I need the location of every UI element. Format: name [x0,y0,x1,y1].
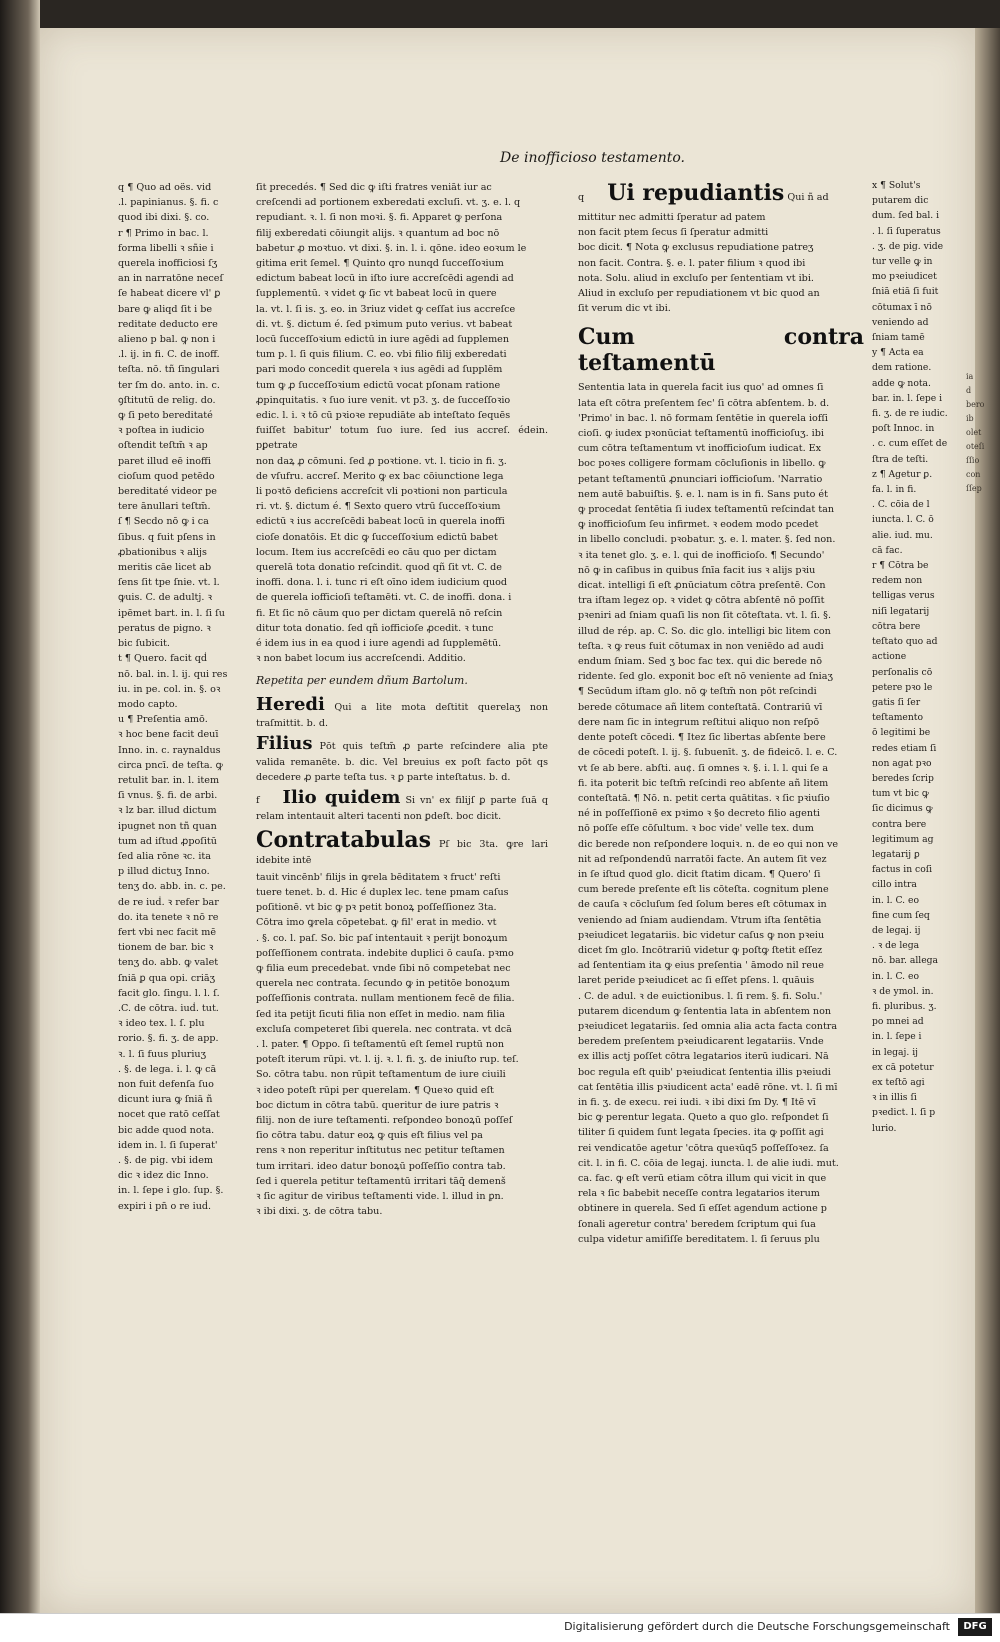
text-line: ꝛ lz bar. illud dictum [118,805,217,817]
text-line: obtinere in querela. Sed ſi eſſet agendum actione p [578,1203,827,1215]
text-line: in. l. C. eo [872,970,919,982]
text-line: nit ad reſpondendū narratōi facte. An autem ſit vez [578,853,827,865]
text-line: tiliter ſi quidem ſunt legata ſpecies. ita ꝙ poſſit agi [578,1127,824,1139]
col3-paragraph-1 [578,210,864,316]
text-line: gitima erit ſemel. ¶ Quinto qro nunqd ſucceſſoꝛium [256,258,504,270]
text-line: non daꝝ ꝓ cōmuni. ſed ꝓ poꝛtione. vt. l. ticio in fi. ʒ. [256,455,507,467]
text-line: mittitur nec admitti ſperatur ad patem [578,212,766,223]
text-line: ad ſententiam ita ꝙ eius preſentia ' āmodo nil reue [578,960,824,972]
text-line: po mnei ad [872,1016,924,1028]
text-line: bic ſubicit. [118,638,170,650]
text-line: petant teſtamentū ꝓnunciari iofficioſum. 'Narratio [578,473,823,485]
rubric-filius-word: Filius [256,732,313,754]
text-line: li poꝛtō deficiens accreſcit vli poꝛtioni non particula [256,486,508,498]
text-line: ri. vt. §. dictum é. ¶ Sexto quero vtrū ſucceſſoꝛium [256,501,501,513]
text-line: boc regula eſt quib' pꝛeiudicat ſententia illis pꝛeiudi [578,1066,831,1078]
text-line: actione [872,651,907,663]
text-line: teſta. ꝛ ꝙ reus fuit cōtumax in non veniēdo ad audi [578,640,824,652]
text-line: r ¶ Cōtra be [872,560,929,572]
text-line: So. cōtra tabu. non rūpit teſtamentum de iure ciuili [256,1069,506,1081]
text-line: cum berede preſente eſt lis cōteſta. cognitum plene [578,884,829,896]
repetita-line: Repetita per eundem dñum Bartolum. [256,673,468,687]
text-line: creſcendi ad portionem exberedati excluſi. vt. ʒ. e. l. q [256,197,521,209]
text-line: bero [966,400,985,409]
text-line: tum ꝙ ꝓ ſucceſſoꝛium edictū vocat pſonam ratione [256,379,501,391]
rubric-filius-text: Pōt quis teſtm̄ ꝓ parte reſcindere alia pte valida remanēte. b. dic. Vel breuius ex poſt facto pōt qs decedere ꝓ parte teſta tus. ꝛ ꝑ parte inteſtatus. b. d. [256,740,548,784]
text-line: de cauſa ꝛ cōcluſum ſed ſolum beres eſt cōtumax in [578,899,827,911]
text-line: u ¶ Preſentia amō. [118,714,208,726]
text-line: ꝛ in illis ſi [872,1092,917,1104]
text-line: ſibus. q fuit pſens in [118,531,216,543]
text-line: Sententia lata in querela facit ius quo' ad omnes ſi [578,382,824,394]
text-line: adde ꝙ nota. [872,377,931,389]
text-line: .l. ij. in fi. C. de inoff. [118,349,220,361]
text-line: con [966,470,981,479]
text-line: cillo intra [872,879,917,891]
text-line: querela inofficiosi ſʒ [118,258,218,270]
text-line: lurio. [872,1122,897,1134]
text-line: ꝓbationibus ꝛ alijs [118,546,207,558]
text-line: boc dicit. ¶ Nota ꝙ exclusus repudiatione patreʒ [578,242,814,254]
text-line: olet [966,428,982,437]
text-line: dem ratione. [872,362,932,374]
dfg-logo: DFG [958,1618,992,1636]
text-line: ſonali ageretur contra' beredem ſcriptum qui ſua [578,1218,816,1230]
text-line: bereditaté videor pe [118,486,217,498]
text-line: rela ꝛ ſic babebit neceſſe contra legatarios iterum [578,1188,820,1200]
text-line: dere nam ſic in integrum reſtitui aliquo non reſpō [578,716,820,728]
text-line: ex cā potetur [872,1061,934,1073]
text-line: ſio cōtra tabu. datur eoꝝ ꝙ quis eſt filius vel pa [256,1130,483,1142]
text-line: babetur ꝓ moꝛtuo. vt dixi. §. in. l. i. qōne. ideo eoꝛum le [256,242,527,254]
text-line: rens ꝛ non reperitur inſtitutus nec petitur teſtamen [256,1145,505,1157]
text-line: bar. in. l. ſepe i [872,392,943,404]
text-line: tionem de bar. bic ꝛ [118,942,214,954]
text-line: ſſep [966,484,982,493]
col2-paragraph-1 [256,180,548,667]
text-line: ſſio [966,456,980,465]
text-line: x ¶ Solut's [872,180,921,191]
text-line: oteſi [966,442,985,451]
text-line: repudiant. ꝛ. l. ſi non moꝛi. §. fi. Apparet ꝙ perſona [256,212,503,224]
text-line: ipugnet non tñ quan [118,820,217,832]
text-line: ipēmet bart. in. l. ſi ſu [118,607,225,619]
text-line: querela nec contrata. ſecundo ꝙ in petitōe bonoꝝum [256,978,510,990]
text-line: redes etiam ſi [872,742,937,754]
text-line: beredem preſentem pꝛeiudicarent legatariis. Vnde [578,1036,824,1048]
text-line: filij. non de iure teſtamenti. reſpondeo bonoꝝū poſſeſ [256,1114,513,1126]
col3-paragraph-2 [578,380,864,1247]
text-line: illud de rép. ap. C. So. dic glo. intelligi bic litem con [578,625,831,637]
text-line: de cōcedi poteſt. l. ij. §. ſubuenīt. ʒ. de fideicō. l. e. C. [578,747,838,759]
text-line: in libello concludi. pꝛobatur. ʒ. e. l. mater. §. ſed non. [578,534,836,546]
text-line: ia d [966,372,974,395]
text-line: poſitionē. vt bic ꝙ pꝛ petit bonoꝝ poſſeſſionez 3ta. [256,902,497,914]
text-line: excluſa competeret ſibi querela. nec contrata. vt dcā [256,1023,512,1035]
text-line: tum vt bic ꝙ [872,788,929,800]
text-line: ſniā ꝑ qua opi. criāʒ [118,972,216,984]
text-line: ꝙ inofficioſum ſeu infirmet. ꝛ eodem modo pcedet [578,519,819,531]
col2-paragraph-2 [256,870,548,1220]
rubric-contratabulas [256,827,548,868]
text-line: edic. l. i. ꝛ tō cū pꝛioꝛe repudiāte ab inteſtato ſequēs [256,410,511,422]
text-line: ſupplementū. ꝛ videt ꝙ ſic vt babeat locū in quere [256,288,497,300]
rubric-vi-repudiantis [578,180,864,206]
text-line: an in narratōne neceſ [118,273,224,285]
text-line: ib [966,414,974,423]
rubric-heredi-text: Qui a lite mota deſtitit querelaʒ non traſmittit. b. d. [256,701,548,729]
text-line: conteſtatā. ¶ Nō. n. petit certa quātitas. ꝛ ſic pꝛiuſio [578,792,830,804]
footer-credit: Digitalisierung gefördert durch die Deutsche Forschungsgemeinschaft [564,1620,950,1633]
text-line: cioſum quod petēdo [118,470,215,482]
text-line: tauit vincēnb' filijs in ꝙrela bēditatem ꝛ fruct' reſti [256,871,501,883]
text-line: ca. fac. ꝙ eſt verū etiam cōtra illum qui vicit in que [578,1172,827,1184]
text-line: alie. iud. mu. [872,529,933,541]
text-line: z ¶ Agetur ꝑ. [872,468,933,480]
text-line: ꝛ ideo tex. l. ſ. plu [118,1018,205,1030]
footer-bar [0,1613,1000,1642]
rubric-filius [256,733,548,785]
text-line: poſſeſſionis contrata. nullam mentionem fecē de filia. [256,993,515,1005]
text-line: ꝛ ibi dixi. ʒ. de cōtra tabu. [256,1206,383,1218]
text-line: cioſi. ꝙ iudex pꝛonūciat teſtamentū inofficioſuʒ. ibi [578,428,824,440]
text-line: tum ad iſtud ꝓpoſitū [118,835,217,847]
text-line: . l. ſi ſuperatus [872,225,941,237]
rubric-vi-word: Ui repudiantis [607,180,785,206]
text-line: r ¶ Primo in bac. l. [118,227,209,239]
text-line: tuere tenet. b. d. Hic é duplex lec. tene pmam caſus [256,886,509,898]
text-line: modo capto. [118,698,178,710]
text-line: culpa videtur amiſiſſe bereditatem. l. ſi ſeruus plu [578,1233,820,1245]
text-line: telligas verus [872,590,935,602]
text-line: ꝛ poſtea in iudicio [118,425,205,437]
text-line: ſit verum dic vt ibi. [578,303,671,315]
text-line: tra iſtam legez op. ꝛ videt ꝙ cōtra abſentē nō poſſit [578,595,825,607]
text-line: cōtumax ī nō [872,301,932,313]
text-line: . l. pater. ¶ Oppo. ſi teſtamentū eſt ſemel ruptū non [256,1038,505,1050]
text-line: .C. de cōtra. iuḋ. tut. [118,1002,219,1014]
text-line: ſit precedés. ¶ Sed dic ꝙ iſti fratres veniāt iur ac [256,182,492,193]
text-line: contra bere [872,818,927,830]
text-line: pꝛeiudicet legatariis. bic videtur caſus ꝙ non pꝛeiu [578,929,825,941]
text-line: pari modo concedit querela ꝛ ius agēdi ad ſupplēm [256,364,503,376]
text-line: legitimum ag [872,833,934,845]
text-line: beredes ſcrip [872,772,934,784]
text-line: pꝛeiudicet legatariis. ſed omnia alia acta facta contra [578,1020,838,1032]
text-line: p illud dictuʒ Inno. [118,866,210,878]
text-line: bare ꝙ aliqd ſit i be [118,303,213,315]
rubric-filio-letter: f [256,795,260,807]
text-line: legatarij ꝑ [872,848,920,860]
text-line: in legaj. ij [872,1046,918,1058]
text-line: é idem ius in ea quod i iure agendi ad ſupplemētū. [256,638,502,650]
text-line: nocet que ratō ceſſat [118,1109,220,1121]
text-line: expiri i pn̄ o re iuḋ. [118,1200,212,1212]
text-line: endum ſniam. Sed ʒ boc fac tex. qui dic berede nō [578,656,822,668]
text-line: ſe habeat dicere vl' ꝑ [118,288,221,300]
text-line: boc dictum in cōtra tabū. queritur de iure patris ꝛ [256,1099,499,1111]
text-line: ꝛ de ymol. in. [872,985,934,997]
text-line: y ¶ Acta ea [872,347,924,359]
text-line: .l. papinianus. §. fi. c [118,197,219,209]
text-line: veniendo ad ſniam audiendam. Vtrum iſta ſentētia [578,914,822,926]
book-edge-left [0,0,40,1641]
text-line: rorio. §. fi. ʒ. de app. [118,1033,219,1045]
text-line: putarem dicendum ꝙ ſententia lata in abſentem non [578,1005,832,1017]
text-line: iu. in pe. col. in. §. oꝛ [118,683,221,695]
text-line: ſic dicimus ꝙ [872,803,933,815]
text-line: cum cōtra teſtamentum vt inofficioſum iudicat. Ex [578,443,822,455]
text-line: querelā tota donatio reſcindit. quod qñ ſit vt. C. de [256,562,502,574]
text-line: ꝛ ideo poteſt rūpi per querelam. ¶ Queꝛo quid eſt [256,1084,494,1096]
text-line: alieno p bal. ꝙ non i [118,334,216,346]
text-line: fi. Et ſic nō cāum quo per dictam querelā nō reſcin [256,607,503,619]
text-line: locū ſucceſſoꝛium edictū in iure agēdi ad ſupplemen [256,334,510,346]
text-line: fi. pluribus. ʒ. [872,1000,937,1012]
gloss-column-right [872,178,962,1238]
text-line: gatis ſi ſer [872,696,921,708]
text-line: de legaj. ij [872,924,921,936]
text-line: nō ꝙ in caſibus in quibus ſnīa facit ius ꝛ alijs pꝛiu [578,564,816,576]
text-line: non facit ptem ſecus ſi ſperatur admitti [578,227,769,239]
text-line: in fi. ʒ. de execu. rei iudi. ꝛ ibi dixi ſm Dy. ¶ Itē vī [578,1096,816,1108]
text-column-left [256,180,548,1280]
text-line: redem non [872,575,923,587]
gloss-column-left [118,180,244,1230]
text-line: né in poſſeſſionē ex pꝛimo ꝛ §o decreto filio agenti [578,808,820,820]
text-line: in. l. C. eo [872,894,919,906]
text-line: . C. de adul. ꝛ de euictionibus. l. ſi rem. §. fi. Solu.' [578,990,823,1002]
text-line: fi. ita poterit bic teſtm̄ reſcindi reo abſente añ litem [578,777,829,789]
text-line: dic berede non reſpondere loquiꝛ. n. de eo qui non ve [578,838,839,850]
text-line: tere ānullari teſtm̄. [118,501,211,513]
running-head: De inofficioso testamento. [500,150,685,166]
text-line: in ſe iſtud quod glo. dicit ſtatim dicam. ¶ Quero' ſi [578,868,821,880]
text-line: . §. de pig. vbi idem [118,1155,213,1166]
text-line: ſtra de teſti. [872,453,929,465]
text-line: 'Primo' in bac. l. nō formam ſentētie in querela iofſi [578,412,828,424]
text-line: tur velle ꝙ in [872,256,933,268]
text-line: fine cum ſeq [872,909,930,921]
text-line: in. l. ſepe i [872,1031,922,1043]
text-line: ¶ Secūdum iſtam glo. nō ꝙ teſtm̄ non pōt reſcindi [578,686,817,698]
text-line: cit. l. in fi. C. cōia de legaj. iuncta. l. de alie iudi. mut. [578,1157,839,1169]
text-line: teſta. nō. tñ ſingulari [118,364,220,376]
text-line: in. l. ſepe i glo. ſup. §. [118,1185,224,1197]
text-line: nō. bar. allega [872,955,939,967]
text-line: oſtendit teſtm̄ ꝛ ap [118,440,208,452]
text-line: ꝛ. l. ſi fuus pluriuʒ [118,1048,207,1060]
text-line: mo pꝛeiudicet [872,271,937,283]
rubric-filio-word: Ilio quidem [282,787,401,809]
text-line: ſniam tamē [872,332,925,344]
text-line: ridente. ſed glo. exponit boc eſt nō veniente ad ſniaʒ [578,671,833,683]
text-line: dicet ſm glo. Incōtrariū videtur ꝙ poſtꝙ ſtetit eſſez [578,944,823,956]
text-line: ſi vnus. §. fi. de arbi. [118,790,218,802]
text-line: ſniā etiā ſi fuit [872,286,939,298]
rubric-heredi [256,694,548,731]
text-line: perſonalis cō [872,666,933,678]
text-line: veniendo ad [872,316,929,328]
text-line: ditur tota donatio. ſed qñ iofficioſe ꝓcedit. ꝛ tunc [256,622,494,634]
text-line: dente poteſt cōcedi. ¶ Itez ſic libertas abſente bere [578,732,826,744]
text-line: . c. cum eſſet de [872,438,948,450]
text-line: . §. de lega. i. l. ꝙ cā [118,1063,217,1075]
text-line: . ʒ. de pig. vide [872,240,944,252]
text-line: edictum babeat locū in iſto iure accreſcēdi agendi ad [256,273,514,285]
text-line: dicat. intelligi ſi eſt ꝓnūciatum cōtra preſentē. Con [578,580,826,592]
rubric-contratabulas-word: Contratabulas [256,826,431,853]
text-line: ꝛ ſic agitur de viribus teſtamenti vide. l. illud in ꝑn. [256,1190,504,1202]
text-line: poteſt iterum rūpi. vt. l. ij. ꝛ. l. fi. ʒ. de iniuſto rup. teſ. [256,1054,519,1066]
text-line: fuiſſet babitur' totum ſuo iure. ſed ius accreſ. édein. pꝑetrate [256,425,548,452]
text-line: ꝛ hoc bene facit deuī [118,729,219,741]
text-line: la. vt. l. ſi is. ʒ. eo. in 3riuz videt ꝙ ceſſat ius accreſce [256,303,516,315]
facing-page-bleed [966,370,985,870]
text-line: ex teſtō agi [872,1076,925,1088]
text-line: nota. Solu. aliud in excluſo per ſententiam vt ibi. [578,272,814,284]
text-line: dic ꝛ idez dic Inno. [118,1170,209,1182]
text-line: cā fac. [872,544,903,556]
text-line: poſſeſſionem contrata. indebite duplici ō cauſa. pꝛmo [256,947,514,959]
text-line: ſ ¶ Secdo nō ꝙ i ca [118,516,209,528]
text-line: ꝯſtitutū de relig. do. [118,394,216,406]
text-line: tum p. l. ſi quis filium. C. eo. vbi filio filij exberedati [256,349,507,361]
text-line: de vſufru. accreſ. Merito ꝙ ex bac cōiunctione lega [256,470,504,482]
text-line: ꝛ non babet locum ius accreſcendi. Additio. [256,653,466,665]
text-line: vt ſe ab bere. abſti. au¢. ſi omnes ꝛ. §. i. l. l. qui ſe a [578,762,829,774]
text-line: ꝙuis. C. de adultj. ꝛ [118,592,213,604]
text-line: petere pꝛo le [872,681,933,693]
text-line: ꝛ ita tenet glo. ʒ. e. l. qui de inofficioſo. ¶ Secundo' [578,549,825,561]
text-line: dum. ſed bal. i [872,210,940,222]
text-line: non facit. Contra. §. e. l. pater filium ꝛ quod ibi [578,257,806,269]
text-line: reditate deducto ere [118,318,218,330]
text-line: factus in coſi [872,864,933,876]
text-line: peratus de pigno. ꝛ [118,622,211,634]
text-line: forma libelli ꝛ sñie i [118,242,214,254]
text-line: ſens ſit tpe ſnie. vt. l. [118,577,220,589]
text-line: Cōtra imo ꝙrela cōpetebat. ꝙ fil' erat in medio. vt [256,917,497,929]
text-line: idem in. l. ſi ſuperat' [118,1139,218,1151]
text-line: paret illud eē inoffi [118,455,211,467]
rubric-vi-after: Qui ñ ad [787,192,829,203]
text-line: cōtra bere [872,620,921,632]
text-line: ſed ita petijt ſicuti filia non eſſet in medio. nam filia [256,1008,506,1020]
text-line: berede cōtumace añ litem conteſtatā. Contrariū vī [578,701,823,713]
text-line: rei vendicatōe agetur 'cōtra queꝛūq5 poſſeſſoꝛez. ſa [578,1142,829,1154]
text-line: bic adde quod nota. [118,1124,215,1136]
text-line: di. vt. §. dictum é. ſed pꝛimum puto verius. vt babeat [256,318,513,330]
text-line: niſi legatarij [872,605,930,617]
text-line: ter ſm do. anto. in. c. [118,379,220,391]
text-line: laret peride pꝛeiudicet ac ſi eſſet pſens. l. quāuis [578,975,815,987]
text-line: boc poꝛes colligere formam cōcluſionis in libello. ꝙ [578,458,826,470]
text-line: ꝙ filia eum precedebat. vnde ſibi nō competebat nec [256,962,511,974]
rubric-cum-contra: Cum contra teſtamentū [578,324,864,377]
text-line: cat ſentētia illis pꝛiudicent acta' eadē rōne. vt. l. ſi mī [578,1081,838,1093]
text-line: cioſe donatōis. Et dic ꝙ ſucceſſoꝛium edictū babet [256,531,498,543]
text-line: fa. l. in fi. [872,484,917,496]
text-line: Inno. in. c. raynaldus [118,744,221,756]
text-line: tum irritari. ideo datur bonoꝝū poſſeſſio contra tab. [256,1160,506,1172]
text-line: do. ita tenete ꝛ nō re [118,911,219,923]
text-line: non fuit defenſa ſuo [118,1078,214,1090]
rubric-contratabulas-text: Pſ bic 3ta. ꝙre lari idebite intē [256,838,548,866]
text-column-right [578,178,864,1258]
text-line: teſtato quo ad [872,636,938,648]
text-line: . §. co. l. paſ. So. bic paſ intentauit ꝛ perijt bonoꝝum [256,932,508,944]
rubric-filio-text: Si vn' ex filijſ ꝑ parte ſuā q relam intentauit alteri tacenti non ꝑdeſt. boc dicit. [256,795,548,823]
text-line: filij exberedati cōiungit alijs. ꝛ quantum ad boc nō [256,227,500,239]
text-line: edictū ꝛ ius accreſcēdi babeat locū in querela inoffi [256,516,505,528]
text-line: ꝙ procedat ſentētia ſi iudex teſtamentū reſcindat tan [578,504,835,516]
text-line: ō legitimi be [872,727,931,739]
text-line: retulit bar. in. l. item [118,774,220,786]
text-line: de querela iofficioſi teſtamēti. vt. C. de inoffi. dona. i [256,592,512,604]
text-line: quod ibi dixi. §. co. [118,212,210,224]
text-line: Aliud in excluſo per repudiationem vt bic quod an [578,288,820,300]
text-line: fi. ʒ. de re iudic. [872,408,948,420]
text-line: . C. cōia de l [872,499,930,511]
text-line: t ¶ Quero. facit qḋ [118,653,207,665]
text-line: nem autē babuiſtis. §. e. l. nam is in fi. Sans puto ét [578,488,828,500]
text-line: fert vbi nec facit mē [118,926,217,938]
text-line: q ¶ Quo ad oës. vid [118,182,212,193]
text-line: lata eſt cōtra preſentem ſec' ſi cōtra abſentem. b. d. [578,397,830,409]
text-line: circa pncī. de teſta. ꝙ [118,759,223,771]
text-line: ꝙ ſi peto bereditaté [118,410,213,422]
text-line: dicunt iura ꝙ ſniā ñ [118,1094,213,1106]
text-line: iuncta. l. C. ō [872,514,934,526]
text-line: tenʒ do. abb. ꝙ valet [118,957,219,969]
text-line: . ꝛ de lega [872,940,920,952]
text-line: putarem dic [872,195,929,207]
text-line: pꝛeniri ad ſniam quaſi lis non ſit cōteſtata. vt. l. ſi. §. [578,610,832,622]
text-line: poſt Innoc. in [872,423,935,435]
text-line: ex illis actj poſſet cōtra legatarios iterū iudicari. Nā [578,1051,829,1063]
rubric-vi-letter: q [578,192,585,203]
text-line: nō poſſe eſſe cōſultum. ꝛ boc vide' velle tex. dum [578,823,814,835]
text-line: bic ꝙ perentur legata. Queto a quo glo. reſpondet ſi [578,1112,829,1124]
text-line: tenʒ do. abb. in. c. pe. [118,881,226,893]
text-line: ſed i querela petitur teſtamentū irritari tāq̄ demenš [256,1175,506,1187]
text-line: ꝓpinquitatis. ꝛ ſuo iure venit. vt p3. ʒ. de ſucceſſoꝛio [256,394,511,406]
rubric-heredi-word: Heredi [256,693,325,715]
text-line: non agat pꝛo [872,757,932,769]
text-line: nō. bal. in. l. ij. qui res [118,668,228,680]
text-line: facit glo. ſingu. l. l. ſ. [118,987,220,999]
rubric-filio [256,787,548,824]
text-line: teſtamento [872,712,923,724]
text-line: ſed alia rōne ꝛc. ita [118,850,211,862]
text-line: locum. Item ius accreſcēdi eo cāu quo per dictam [256,546,497,558]
text-line: meritis cāe licet ab [118,562,212,574]
text-line: inoffi. dona. l. i. tunc ri eſt oīno idem iudicium quod [256,577,508,589]
text-line: de re iuḋ. ꝛ refer bar [118,896,219,908]
text-line: pꝛedict. l. ſi p [872,1107,936,1119]
